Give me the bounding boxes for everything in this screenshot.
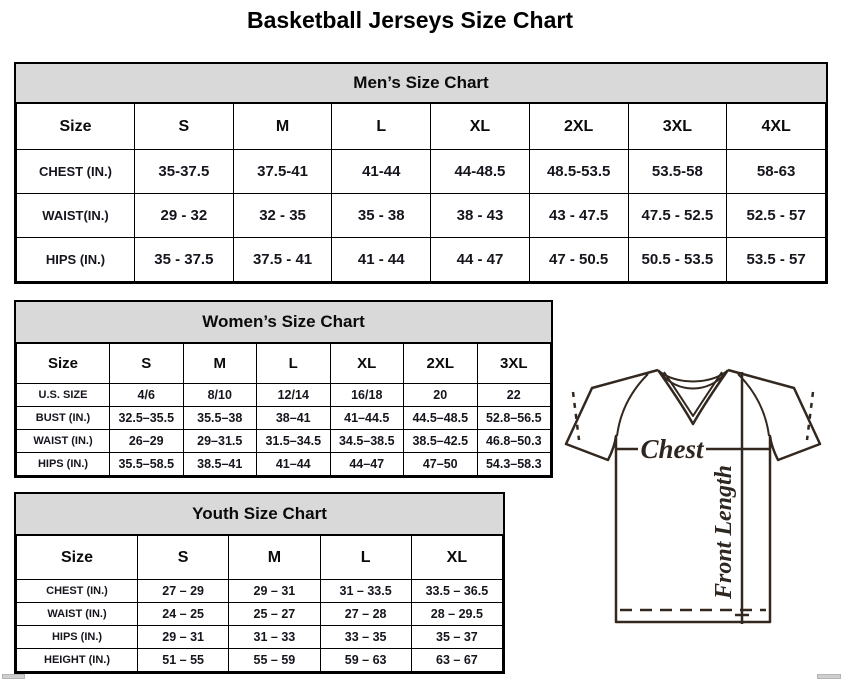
table-row [17,603,503,626]
youth-table [16,535,503,672]
col-header: M [233,104,332,150]
col-header: 2XL [404,344,478,384]
size-cell: 37.5-41 [233,150,332,194]
size-cell: 25 – 27 [229,603,320,626]
row-label: HIPS (IN.) [17,626,138,649]
mens-chart-title: Men’s Size Chart [16,64,826,103]
table-row [17,649,503,672]
size-cell: 37.5 - 41 [233,238,332,282]
size-cell: 53.5 - 57 [727,238,826,282]
col-header: 2XL [529,104,628,150]
size-cell: 32.5–35.5 [110,407,184,430]
col-header: S [110,344,184,384]
womens-table [16,343,551,476]
col-header: M [229,536,320,580]
size-cell: 48.5-53.5 [529,150,628,194]
col-header: 4XL [727,104,826,150]
table-row [17,407,551,430]
table-row [17,194,826,238]
size-cell: 53.5-58 [628,150,727,194]
col-header: S [138,536,229,580]
size-cell: 35-37.5 [135,150,234,194]
scrollbar-fragment-left[interactable] [2,674,25,679]
col-header: L [332,104,431,150]
size-cell: 50.5 - 53.5 [628,238,727,282]
youth-size-chart [14,492,505,674]
page-title: Basketball Jerseys Size Chart [246,7,573,33]
size-cell: 31.5–34.5 [257,430,331,453]
table-row [17,430,551,453]
size-cell: 33.5 – 36.5 [411,580,502,603]
table-header-row [17,344,551,384]
size-cell: 46.8–50.3 [477,430,551,453]
size-cell: 58-63 [727,150,826,194]
jersey-measurement-diagram [560,364,836,630]
size-cell: 35 – 37 [411,626,502,649]
size-cell: 29–31.5 [183,430,257,453]
mens-table [16,103,826,282]
chest-label: Chest [640,434,704,464]
row-label: WAIST (IN.) [17,430,110,453]
size-cell: 33 – 35 [320,626,411,649]
size-cell: 41–44 [257,453,331,476]
col-header: Size [17,344,110,384]
womens-chart-title: Women’s Size Chart [16,302,551,343]
size-cell: 52.8–56.5 [477,407,551,430]
row-label: HEIGHT (IN.) [17,649,138,672]
size-cell: 44.5–48.5 [404,407,478,430]
size-cell: 35 - 38 [332,194,431,238]
size-cell: 29 - 32 [135,194,234,238]
col-header: XL [431,104,530,150]
size-cell: 55 – 59 [229,649,320,672]
size-cell: 59 – 63 [320,649,411,672]
size-cell: 31 – 33 [229,626,320,649]
table-header-row [17,104,826,150]
table-header-row [17,536,503,580]
col-header: Size [17,536,138,580]
size-cell: 34.5–38.5 [330,430,404,453]
youth-chart-title: Youth Size Chart [16,494,503,535]
col-header: L [320,536,411,580]
size-cell: 27 – 29 [138,580,229,603]
row-label: HIPS (IN.) [17,238,135,282]
row-label: U.S. SIZE [17,384,110,407]
size-cell: 51 – 55 [138,649,229,672]
size-cell: 47.5 - 52.5 [628,194,727,238]
size-cell: 41–44.5 [330,407,404,430]
size-cell: 32 - 35 [233,194,332,238]
col-header: L [257,344,331,384]
size-cell: 38.5–41 [183,453,257,476]
front-length-label: Front Length [711,464,737,600]
size-cell: 12/14 [257,384,331,407]
mens-size-chart [14,62,828,284]
size-cell: 22 [477,384,551,407]
col-header: 3XL [628,104,727,150]
size-cell: 26–29 [110,430,184,453]
size-cell: 63 – 67 [411,649,502,672]
size-cell: 35.5–38 [183,407,257,430]
table-row [17,453,551,476]
size-cell: 35.5–58.5 [110,453,184,476]
col-header: Size [17,104,135,150]
size-cell: 47–50 [404,453,478,476]
size-cell: 47 - 50.5 [529,238,628,282]
size-cell: 27 – 28 [320,603,411,626]
col-header: 3XL [477,344,551,384]
row-label: CHEST (IN.) [17,150,135,194]
col-header: XL [330,344,404,384]
table-row [17,626,503,649]
size-cell: 44-48.5 [431,150,530,194]
row-label: BUST (IN.) [17,407,110,430]
scrollbar-fragment-right[interactable] [817,674,841,679]
table-row [17,384,551,407]
size-cell: 38–41 [257,407,331,430]
size-cell: 41 - 44 [332,238,431,282]
size-cell: 38.5–42.5 [404,430,478,453]
size-cell: 41-44 [332,150,431,194]
size-cell: 24 – 25 [138,603,229,626]
size-cell: 44–47 [330,453,404,476]
table-row [17,580,503,603]
size-cell: 20 [404,384,478,407]
size-cell: 4/6 [110,384,184,407]
row-label: HIPS (IN.) [17,453,110,476]
col-header: M [183,344,257,384]
size-cell: 44 - 47 [431,238,530,282]
col-header: S [135,104,234,150]
armhole-seam-left [617,374,648,436]
size-cell: 29 – 31 [229,580,320,603]
size-cell: 8/10 [183,384,257,407]
size-cell: 43 - 47.5 [529,194,628,238]
row-label: WAIST (IN.) [17,603,138,626]
table-row [17,150,826,194]
womens-size-chart [14,300,553,478]
size-cell: 29 – 31 [138,626,229,649]
size-cell: 31 – 33.5 [320,580,411,603]
row-label: WAIST(IN.) [17,194,135,238]
size-cell: 16/18 [330,384,404,407]
jersey-outline [566,370,820,622]
size-cell: 52.5 - 57 [727,194,826,238]
table-row [17,238,826,282]
row-label: CHEST (IN.) [17,580,138,603]
size-cell: 35 - 37.5 [135,238,234,282]
size-cell: 28 – 29.5 [411,603,502,626]
col-header: XL [411,536,502,580]
size-cell: 54.3–58.3 [477,453,551,476]
size-cell: 38 - 43 [431,194,530,238]
